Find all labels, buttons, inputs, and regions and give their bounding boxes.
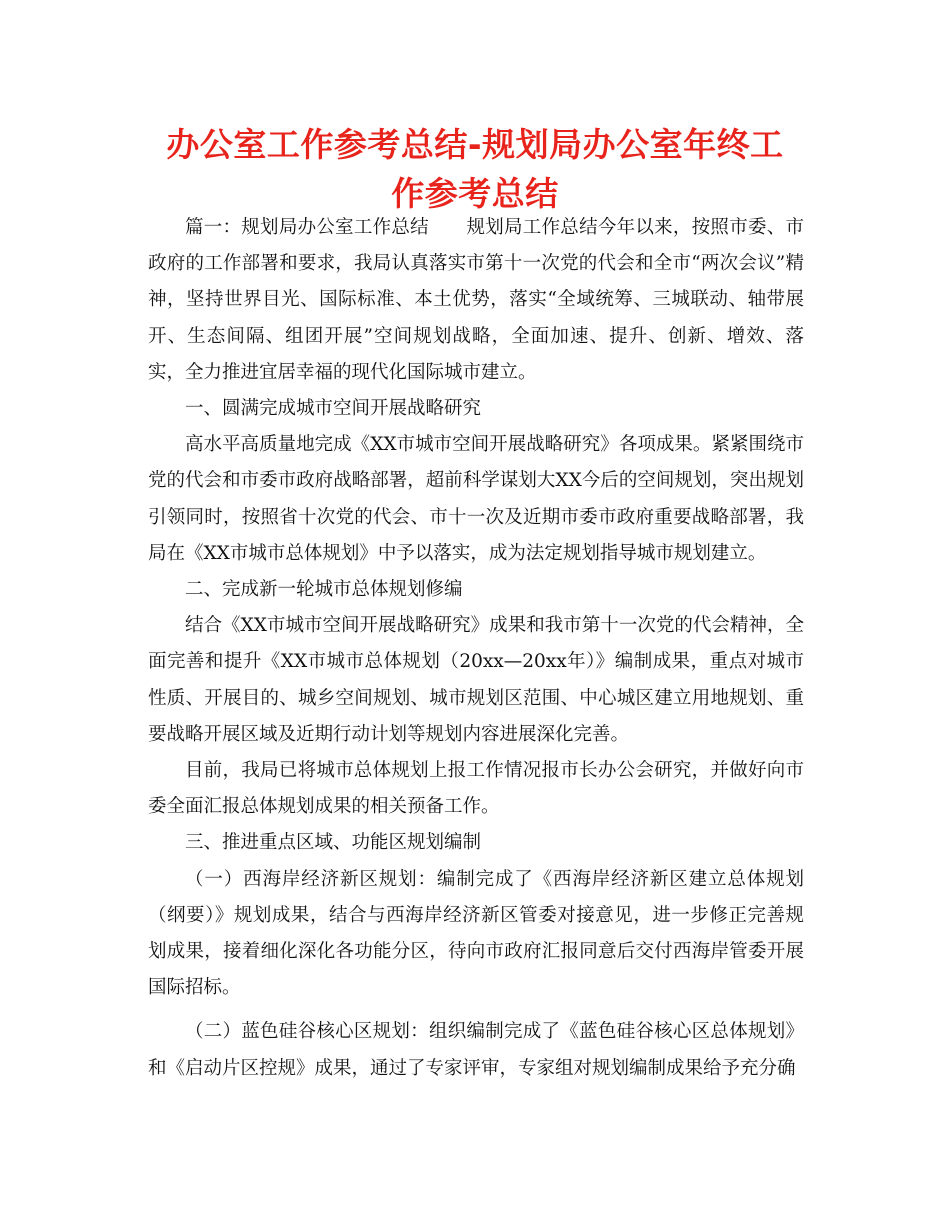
document-body bbox=[148, 210, 804, 1087]
paragraph-intro: 篇一：规划局办公室工作总结 规划局工作总结今年以来，按照市委、市政府的工作部署和要求，我局认真落实市第十一次党的代会和全市“两次会议”精神，坚持世界目光、国际标准、本土优势，落实“全域统筹、三城联动、轴带展开、生态间隔、组团开展”空间规划战略，全面加速、提升、创新、增效、落实，全力推进宜居幸福的现代化国际城市建立。 bbox=[148, 217, 804, 383]
paragraph-west-coast: （一）西海岸经济新区规划：编制完成了《西海岸经济新区建立总体规划（纲要）》规划成果，结合与西海岸经济新区管委对接意见，进一步修正完善规划成果，接着细化深化各功能分区，待向市政府汇报同意后交付西海岸管委开展国际招标。 bbox=[148, 868, 804, 999]
document-title: 办公室工作参考总结-规划局办公室年终工作参考总结 bbox=[166, 125, 784, 213]
section-heading-1: 一、圆满完成城市空间开展战略研究 bbox=[185, 398, 482, 420]
paragraph-section-1: 高水平高质量地完成《XX市城市空间开展战略研究》各项成果。紧紧围绕市党的代会和市委市政府战略部署，超前科学谋划大XX今后的空间规划，突出规划引领同时，按照省十次党的代会、市十一次及近期市委市政府重要战略部署，我局在《XX市城市总体规划》中予以落实，成为法定规划指导城市规划建立。 bbox=[148, 434, 804, 564]
paragraph-section-2: 结合《XX市城市空间开展战略研究》成果和我市第十一次党的代会精神，全面完善和提升《XX市城市总体规划（20xx—20xx年）》编制成果，重点对城市性质、开展目的、城乡空间规划、城市规划区范围、中心城区建立用地规划、重要战略开展区域及近期行动计划等规划内容进展深化完善。 bbox=[148, 615, 804, 745]
section-heading-2: 二、完成新一轮城市总体规划修编 bbox=[185, 579, 463, 601]
paragraph-blue-silicon-valley: （二）蓝色硅谷核心区规划：组织编制完成了《蓝色硅谷核心区总体规划》和《启动片区控规》成果，通过了专家评审，专家组对规划编制成果给予充分确 bbox=[148, 1021, 804, 1079]
paragraph-section-2-status: 目前，我局已将城市总体规划上报工作情况报市长办公会研究，并做好向市委全面汇报总体规划成果的相关预备工作。 bbox=[148, 760, 804, 818]
section-heading-3: 三、推进重点区域、功能区规划编制 bbox=[185, 832, 482, 854]
